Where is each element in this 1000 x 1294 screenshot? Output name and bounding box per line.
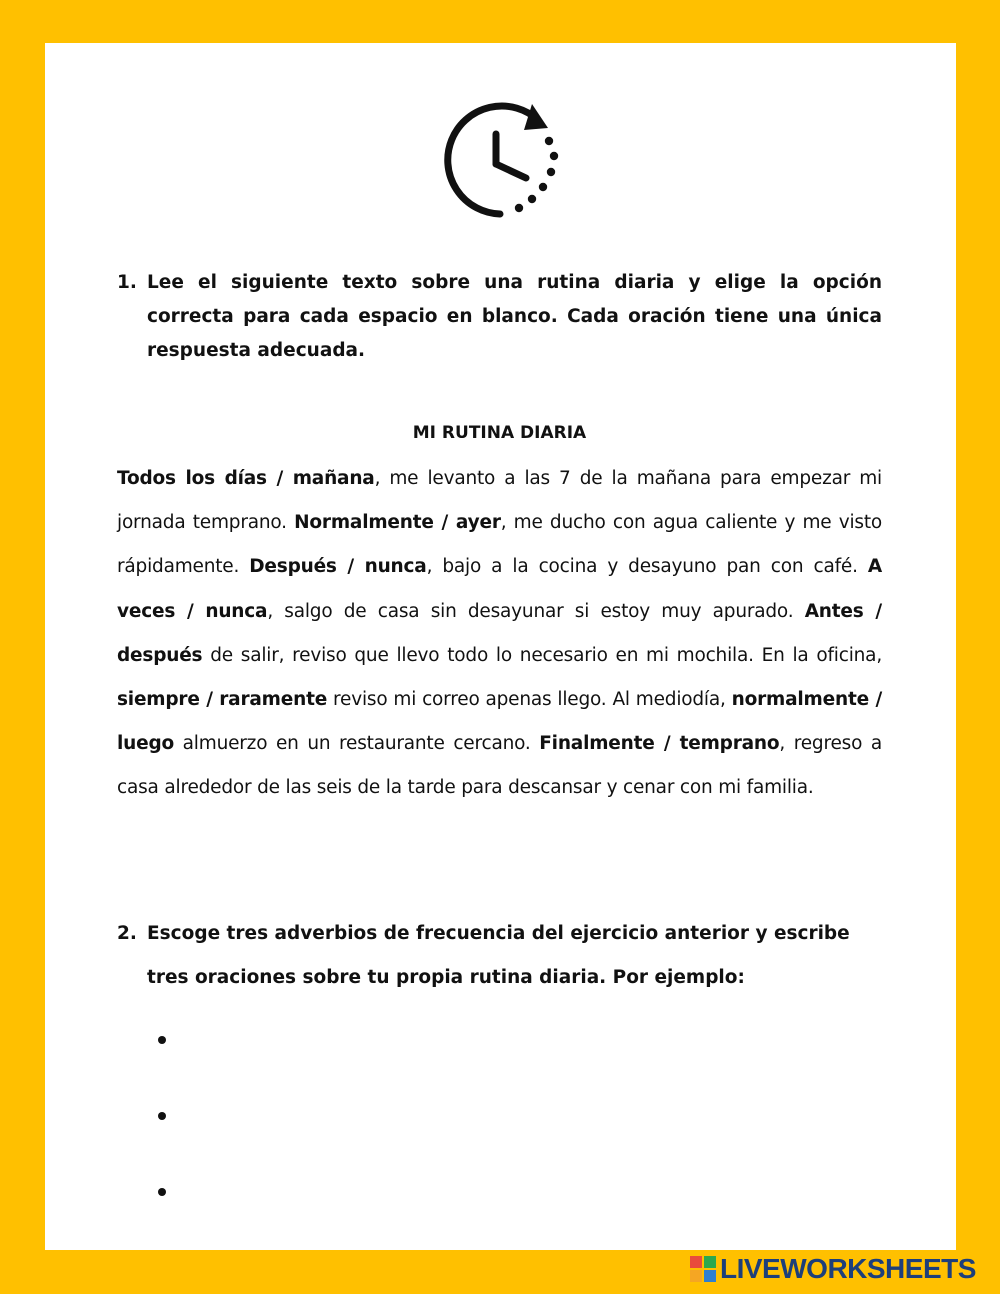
- option-pair[interactable]: Todos los días / mañana: [117, 468, 375, 489]
- option-pair[interactable]: Antes / después: [117, 600, 882, 666]
- option-pair[interactable]: siempre / raramente: [117, 689, 328, 711]
- question-2-text: Escoge tres adverbios de frecuencia del ejercicio anterior y escribe tres oraciones sobre tu propia rutina diaria. Por ejemplo:: [147, 923, 850, 988]
- question-1-number: 1.: [117, 272, 137, 293]
- passage-segment: de salir, reviso que llevo todo lo necesario en mi mochila. En la oficina,: [202, 644, 882, 666]
- question-2: [117, 912, 882, 1000]
- passage-segment: , salgo de casa sin desayunar si estoy muy apurado.: [267, 600, 805, 622]
- option-pair[interactable]: Normalmente / ayer: [294, 512, 501, 534]
- liveworksheets-logo-icon: [690, 1256, 716, 1282]
- passage-title: MI RUTINA DIARIA: [412, 423, 587, 443]
- question-2-number: 2.: [117, 923, 137, 944]
- passage-segment: almuerzo en un restaurante cercano.: [174, 733, 540, 755]
- liveworksheets-brand[interactable]: [690, 1252, 976, 1286]
- option-pair[interactable]: Después / nunca: [249, 556, 427, 578]
- passage-segment: reviso mi correo apenas llego. Al mediodía,: [327, 689, 732, 711]
- clock-history-icon: [436, 98, 564, 220]
- passage-segment: , me ducho con agua caliente y me visto rápidamente.: [117, 512, 883, 578]
- option-pair[interactable]: normalmente / luego: [117, 689, 882, 755]
- brand-name: LIVEWORKSHEETS: [720, 1253, 976, 1284]
- passage-segment: , bajo a la cocina y desayuno pan con café.: [426, 556, 868, 578]
- option-pair[interactable]: Finalmente / temprano: [539, 733, 780, 755]
- passage-segment: , me levanto a las 7 de la mañana para empezar mi jornada temprano.: [117, 468, 882, 534]
- question-1: [117, 266, 882, 368]
- passage-segment: , regreso a casa alrededor de las seis de la tarde para descansar y cenar con mi familia.: [117, 733, 882, 799]
- option-pair[interactable]: A veces / nunca: [117, 556, 882, 622]
- passage-text: [117, 457, 882, 811]
- question-1-text: Lee el siguiente texto sobre una rutina diaria y elige la opción correcta para cada espacio en blanco. Cada oración tiene una única respuesta adecuada.: [147, 272, 882, 361]
